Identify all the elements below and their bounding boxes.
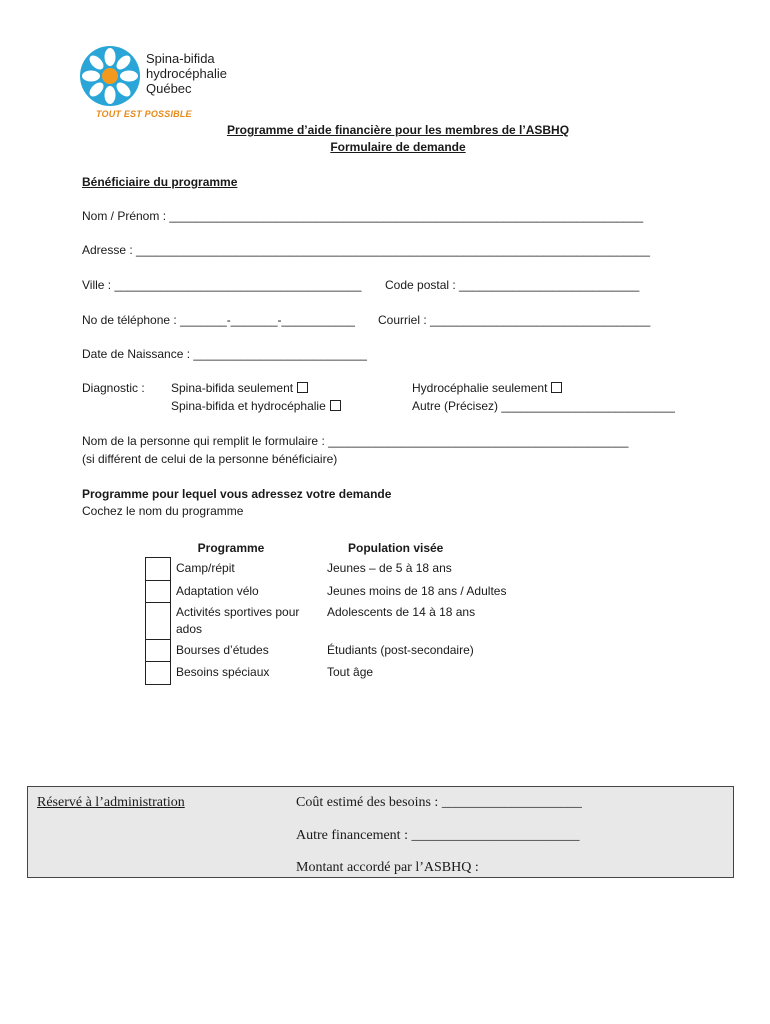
logo-line-3: Québec <box>146 81 192 96</box>
program-name: Adaptation vélo <box>176 584 259 598</box>
name-field[interactable]: Nom / Prénom : _______________________________________________________________________ <box>82 209 644 223</box>
flower-logo-icon <box>78 44 142 108</box>
logo-line-1: Spina-bifida <box>146 51 215 66</box>
beneficiary-heading: Bénéficiaire du programme <box>82 175 238 189</box>
program-name-line2: ados <box>176 622 203 636</box>
diagnostic-option-spina-hydro[interactable] <box>171 399 341 413</box>
program-checkbox-scholarship[interactable] <box>145 639 171 662</box>
program-population: Tout âge <box>327 665 374 679</box>
checkbox-icon[interactable] <box>297 382 308 393</box>
amount-granted-field[interactable]: Montant accordé par l’ASBHQ : <box>296 860 479 875</box>
program-population: Jeunes moins de 18 ans / Adultes <box>327 584 507 598</box>
checkbox-icon[interactable] <box>330 400 341 411</box>
birth-date-field[interactable]: Date de Naissance : __________________________ <box>82 347 367 361</box>
other-funding-field[interactable]: Autre financement : ________________________ <box>296 828 580 843</box>
program-population: Étudiants (post-secondaire) <box>327 643 474 657</box>
diagnostic-option-label: Hydrocéphalie seulement <box>412 381 548 395</box>
program-population: Adolescents de 14 à 18 ans <box>327 605 476 619</box>
form-subtitle: Formulaire de demande <box>330 140 466 154</box>
address-field[interactable]: Adresse : _____________________________________________________________________________ <box>82 243 650 257</box>
checkbox-icon[interactable] <box>551 382 562 393</box>
program-checkbox-camp[interactable] <box>145 557 171 581</box>
form-title: Programme d’aide financière pour les membres de l’ASBHQ <box>226 123 570 137</box>
program-name: Activités sportives pour <box>176 605 300 619</box>
diagnostic-option-label: Spina-bifida et hydrocéphalie <box>171 399 326 413</box>
diagnostic-option-label: Spina-bifida seulement <box>171 381 294 395</box>
filler-note: (si différent de celui de la personne bénéficiaire) <box>82 452 338 466</box>
diagnostic-other-field[interactable]: Autre (Précisez) __________________________ <box>412 399 675 413</box>
phone-field[interactable]: No de téléphone : _______-_______-___________ <box>82 313 355 327</box>
admin-label: Réservé à l’administration <box>37 795 185 810</box>
diagnostic-label: Diagnostic : <box>82 381 145 395</box>
logo-line-2: hydrocéphalie <box>146 66 227 81</box>
program-checkbox-sports[interactable] <box>145 602 171 640</box>
programs-instruction: Cochez le nom du programme <box>82 504 244 518</box>
admin-section <box>27 786 734 878</box>
program-population: Jeunes – de 5 à 18 ans <box>327 561 452 575</box>
diagnostic-option-spina-bifida[interactable] <box>171 381 308 395</box>
program-checkbox-bike[interactable] <box>145 580 171 603</box>
program-name: Bourses d’études <box>176 643 269 657</box>
estimated-cost-field[interactable]: Coût estimé des besoins : ____________________ <box>296 795 582 810</box>
filler-name-field[interactable]: Nom de la personne qui remplit le formulaire : _____________________________________________ <box>82 434 629 448</box>
postal-code-field[interactable]: Code postal : ___________________________ <box>385 278 640 292</box>
program-name: Besoins spéciaux <box>176 665 270 679</box>
email-field[interactable]: Courriel : _________________________________ <box>378 313 651 327</box>
program-name: Camp/répit <box>176 561 235 575</box>
diagnostic-option-hydro[interactable] <box>412 381 562 395</box>
tagline: TOUT EST POSSIBLE <box>96 109 192 119</box>
column-header-program: Programme <box>197 541 265 555</box>
column-header-population: Population visée <box>348 541 444 555</box>
programs-heading: Programme pour lequel vous adressez votre demande <box>82 487 392 501</box>
program-checkbox-special[interactable] <box>145 661 171 685</box>
city-field[interactable]: Ville : _____________________________________ <box>82 278 362 292</box>
